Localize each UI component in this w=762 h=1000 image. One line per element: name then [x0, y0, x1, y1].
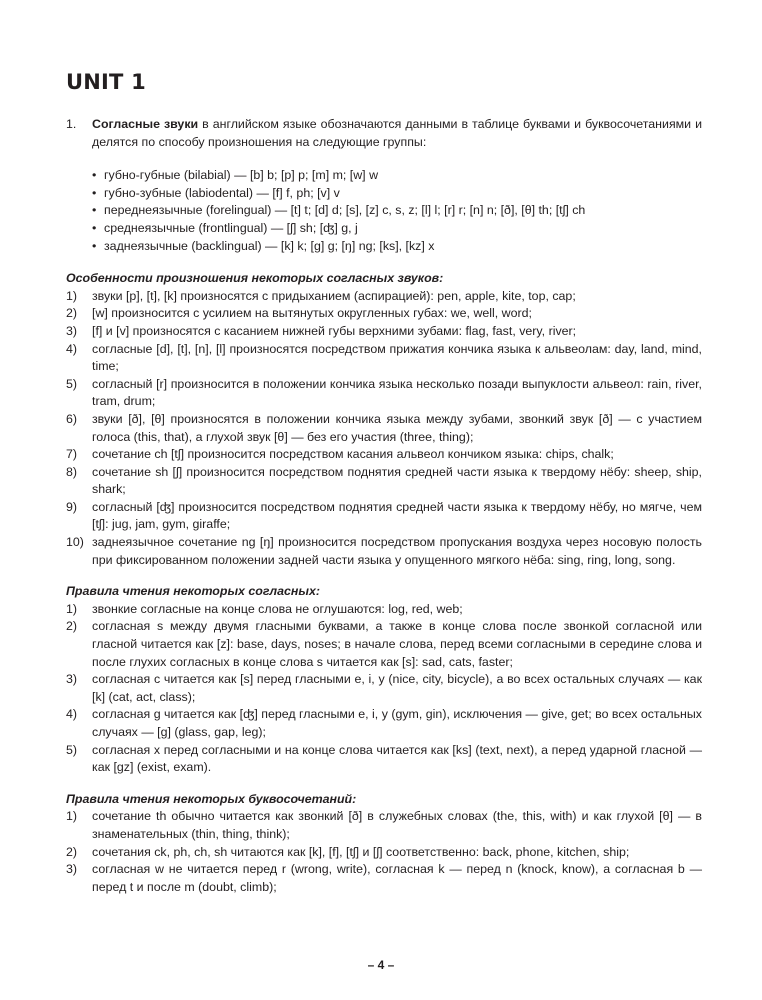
rule-number: 3) [66, 672, 78, 687]
rule-number: 1) [66, 288, 78, 303]
rule-number: 1) [66, 809, 78, 824]
rule-number: 2) [66, 844, 78, 859]
intro-number: 1. [66, 117, 77, 131]
rule-item [66, 618, 702, 671]
rule-item [66, 499, 702, 534]
intro-paragraph [66, 116, 702, 151]
rule-text: заднеязычное сочетание ng [ŋ] произносится посредством пропускания воздуха через носовую полость при фиксированном положении задней части языка у опущенного мягкого нёба: sing, ring, long, song. [92, 535, 702, 567]
rule-number: 5) [66, 742, 78, 757]
consonant-group-text: переднеязычные (forelingual) — [t] t; [d] d; [s], [z] c, s, z; [l] l; [r] r; [n] n; [ð], [θ] th; [tʃ] ch [104, 203, 586, 218]
rule-number: 2) [66, 619, 78, 634]
rule-number: 4) [66, 341, 78, 356]
rule-item [66, 341, 702, 376]
rule-number: 6) [66, 411, 78, 426]
bullet-icon: • [92, 168, 97, 183]
bullet-icon: • [92, 203, 97, 218]
rule-text: [w] произносится с усилием на вытянутых округленных губах: we, well, word; [92, 306, 532, 321]
rule-item [66, 844, 702, 862]
rule-number: 5) [66, 376, 78, 391]
rule-text: согласная w не читается перед r (wrong, write), согласная k — перед n (knock, know), а согласная b — перед t и после m (doubt, climb); [92, 862, 702, 894]
rule-item [66, 534, 702, 569]
rule-number: 10) [66, 535, 84, 550]
consonant-group-item [92, 167, 702, 185]
page-number: – 4 – [367, 958, 395, 972]
rule-number: 3) [66, 323, 78, 338]
sections-container [66, 270, 702, 896]
rule-text: сочетание sh [ʃ] произносится посредством поднятия средней части языка к твердому нёбу: sheep, ship, shark; [92, 464, 702, 497]
rule-item [66, 861, 702, 896]
consonant-groups-list [92, 167, 702, 255]
consonant-group-text: губно-губные (bilabial) — [b] b; [p] p; [m] m; [w] w [104, 168, 379, 183]
rule-text: сочетание th обычно читается как звонкий [ð] в служебных словах (the, this, with) и как глухой [θ] — в знаменательных (thin, thing, think); [92, 809, 702, 841]
rules-list [66, 808, 702, 896]
rule-item [66, 288, 702, 306]
consonant-group-text: губно-зубные (labiodental) — [f] f, ph; [v] v [104, 185, 340, 200]
rule-item [66, 446, 702, 464]
section-title: Правила чтения некоторых буквосочетаний: [66, 791, 357, 806]
rule-item [66, 323, 702, 341]
consonant-group-item [92, 202, 702, 220]
consonant-group-item [92, 185, 702, 203]
rule-item [66, 464, 702, 499]
rule-number: 1) [66, 601, 78, 616]
rule-text: звуки [ð], [θ] произносятся в положении кончика языка между зубами, звонкий звук [ð] — с участием голоса (this, that), а глухой звук [θ] — без его участия (three, thing); [92, 411, 702, 444]
rule-item [66, 411, 702, 446]
rule-text: согласный [r] произносится в положении кончика языка несколько позади выпуклости альвеол: rain, river, tram, drum; [92, 376, 702, 409]
document-page [66, 70, 702, 896]
rule-number: 3) [66, 862, 78, 877]
rule-item [66, 376, 702, 411]
rule-number: 8) [66, 464, 78, 479]
rule-item [66, 742, 702, 777]
rule-item [66, 808, 702, 843]
bullet-icon: • [92, 185, 97, 200]
bullet-icon: • [92, 238, 97, 253]
consonant-group-item [92, 220, 702, 238]
section-title: Особенности произношения некоторых согласных звуков: [66, 271, 444, 286]
intro-text [92, 116, 702, 151]
section-title: Правила чтения некоторых согласных: [66, 584, 321, 599]
rule-item [66, 671, 702, 706]
rule-text: сочетание ch [tʃ] произносится посредством касания альвеол кончиком языка: chips, chalk; [92, 447, 614, 462]
rule-text: согласная x перед согласными и на конце слова читается как [ks] (text, next), а перед ударной гласной — как [gz] (exist, exam). [92, 742, 702, 775]
rule-text: звуки [p], [t], [k] произносятся с придыханием (аспирацией): pen, apple, kite, top, cap; [92, 288, 576, 303]
rule-text: согласные [d], [t], [n], [l] произносятся посредством прижатия кончика языка к альвеолам: day, land, mind, time; [92, 341, 702, 374]
consonant-group-text: заднеязычные (backlingual) — [k] k; [g] g; [ŋ] ng; [ks], [kz] x [104, 238, 435, 253]
intro-rest: в английском языке обозначаются данными в таблице буквами и буквосочетаниями и делятся по способу произношения на следующие группы: [92, 117, 702, 149]
rules-list [66, 601, 702, 777]
consonant-group-text: среднеязычные (frontlingual) — [ʃ] sh; [ʤ] g, j [104, 220, 358, 235]
rule-text: согласный [ʤ] произносится посредством поднятия средней части языка к твердому нёбу, но мягче, чем [tʃ]: jug, jam, gym, giraffe; [92, 499, 702, 532]
rule-number: 7) [66, 447, 78, 462]
rule-number: 9) [66, 499, 78, 514]
rule-item [66, 601, 702, 619]
rules-list [66, 288, 702, 570]
unit-title: UNIT 1 [66, 70, 146, 94]
bullet-icon: • [92, 220, 97, 235]
rule-text: [f] и [v] произносятся с касанием нижней губы верхними зубами: flag, fast, very, river; [92, 323, 577, 338]
rule-text: согласная c читается как [s] перед гласными e, i, y (nice, city, bicycle), а во всех остальных случаях — как [k] (cat, act, class); [92, 672, 702, 704]
rule-item [66, 305, 702, 323]
rule-text: согласная g читается как [ʤ] перед гласными e, i, y (gym, gin), исключения — give, get; во всех остальных случаях — [g] (glass, gap, leg); [92, 707, 702, 739]
rule-number: 2) [66, 306, 78, 321]
rule-text: звонкие согласные на конце слова не оглушаются: log, red, web; [92, 601, 463, 616]
rule-text: сочетания ck, ph, ch, sh читаются как [k], [f], [tʃ] и [ʃ] соответственно: back, phone, kitchen, ship; [92, 844, 630, 859]
intro-bold-term: Согласные звуки [92, 117, 199, 131]
rule-number: 4) [66, 707, 78, 722]
rule-item [66, 706, 702, 741]
rule-text: согласная s между двумя гласными буквами, а также в конце слова после звонкой согласной или гласной читается как [z]: base, days, noses; в начале слова, перед всеми согласными в середине слова и после глухих согласных в конце слова s читается как [s]: sad, cats, faster; [92, 619, 702, 669]
consonant-group-item [92, 238, 702, 256]
